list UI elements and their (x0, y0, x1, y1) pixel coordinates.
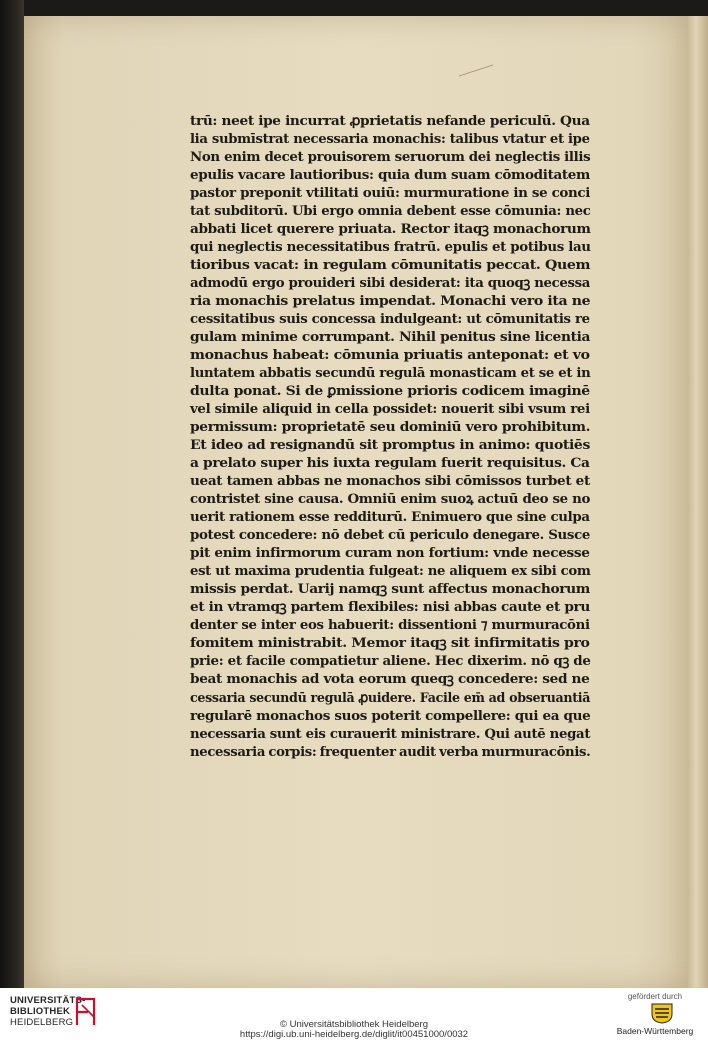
text-line: epulis vacare lautioribus: quia dum suam cōmoditatem (190, 167, 590, 184)
text-line: missis perdat. Uarij namqꝫ sunt affectus monachorum (190, 581, 590, 598)
text-line: uerit rationem esse redditurū. Enimuero que sine culpa (190, 509, 590, 526)
text-line: cessitatibus suis concessa indulgeant: ut cōmunitatis re (190, 311, 590, 328)
text-line: Et ideo ad resignandū sit promptus in animo: quotiēs (190, 437, 590, 454)
text-line: prie: et facile compatietur aliene. Hec dixerim. nō qꝫ de (190, 653, 591, 670)
viewer-footer (0, 988, 708, 1040)
text-line: et in vtramqꝫ partem flexibiles: nisi abbas caute et pru (190, 599, 590, 616)
library-name-line-3: HEIDELBERG (10, 1017, 74, 1028)
funded-by-label: gefördert durch (627, 992, 683, 1001)
text-line: a prelato super his iuxta regulam fuerit requisitus. Ca (190, 455, 590, 472)
copyright-notice (0, 1020, 708, 1040)
text-line: necessaria corpis: frequenter audit verba murmuracōnis. (190, 743, 591, 760)
baden-wuerttemberg-emblem-icon (650, 1002, 674, 1024)
page-edge (688, 16, 708, 988)
text-line: cessaria secundū regulā ꝓuidere. Facile em̄ ad obseruantiā (190, 689, 591, 706)
text-line: regularē monachos suos poterit compellere: qui ea que (190, 707, 591, 724)
library-name-line-2: BIBLIOTHEK (10, 1006, 71, 1017)
text-line: tat subditorū. Ubi ergo omnia debent esse cōmunia: nec (190, 203, 591, 220)
text-line: pastor preponit vtilitati ouiū: murmuratione in se conci (190, 185, 591, 202)
text-line: ria monachis prelatus impendat. Monachi vero ita ne (190, 293, 591, 310)
text-line: abbati licet querere priuata. Rector itaqꝫ monachorum (190, 221, 591, 238)
text-line: contristet sine causa. Omniū enim suoꝝ actuū deo se no (190, 491, 591, 508)
text-line: pit enim infirmorum curam non fortium: vnde necesse (190, 545, 590, 562)
text-line: beat monachis ad vota eorum queqꝫ concedere: sed ne (190, 671, 590, 688)
library-name-line-1: UNIVERSITÄTS- (10, 995, 86, 1006)
text-line: admodū ergo prouideri sibi desiderat: ita quoqꝫ necessa (190, 275, 591, 292)
copyright-text: © Universitätsbibliothek Heidelberg (280, 1019, 428, 1030)
text-line: dulta ponat. Si de ꝑmissione prioris codicem imaginē (190, 383, 590, 400)
incunabulum-text-block (190, 112, 590, 761)
text-line: gulam minime corrumpant. Nihil penitus sine licentia (190, 329, 591, 346)
text-line: permissum: proprietatē seu dominiū vero prohibitum. (190, 419, 591, 436)
text-line: denter se inter eos habuerit: dissentioni ⁊ murmuracōni (190, 617, 590, 634)
text-line: qui neglectis necessitatibus fratrū. epulis et potibus lau (190, 239, 591, 256)
permalink-url[interactable]: https://digi.ub.uni-heidelberg.de/diglit/it00451000/0032 (239, 1029, 469, 1040)
text-line: luntatem abbatis secundū regulā monasticam et se et in (190, 365, 591, 382)
funder-name: Baden-Württemberg (616, 1026, 694, 1036)
text-line: lia submīstrat necessaria monachis: talibus vtatur et ipe (190, 131, 590, 148)
text-line: trū: neet ipe incurrat ꝓprietatis nefande periculū. Qua (190, 113, 590, 129)
text-line: necessaria sunt eis curauerit ministrare. Qui autē negat (190, 725, 591, 742)
text-line: potest concedere: nō debet cū periculo denegare. Susce (190, 527, 591, 544)
text-line: fomitem ministrabit. Memor itaqꝫ sit infirmitatis pro (190, 635, 590, 652)
text-line: Non enim decet prouisorem seruorum dei neglectis illis (190, 149, 591, 166)
text-line: ueat tamen abbas ne monachos sibi cōmissos turbet et (190, 473, 590, 490)
text-line: est ut maxima prudentia fulgeat: ne aliquem ex sibi com (190, 563, 591, 580)
text-line: tioribus vacat: in regulam cōmunitatis peccat. Quem (190, 257, 591, 274)
book-spine (0, 0, 24, 988)
text-line: monachus habeat: cōmunia priuatis anteponat: et vo (190, 347, 590, 364)
text-line: vel simile aliquid in cella possidet: nouerit sibi vsum rei (190, 401, 590, 418)
